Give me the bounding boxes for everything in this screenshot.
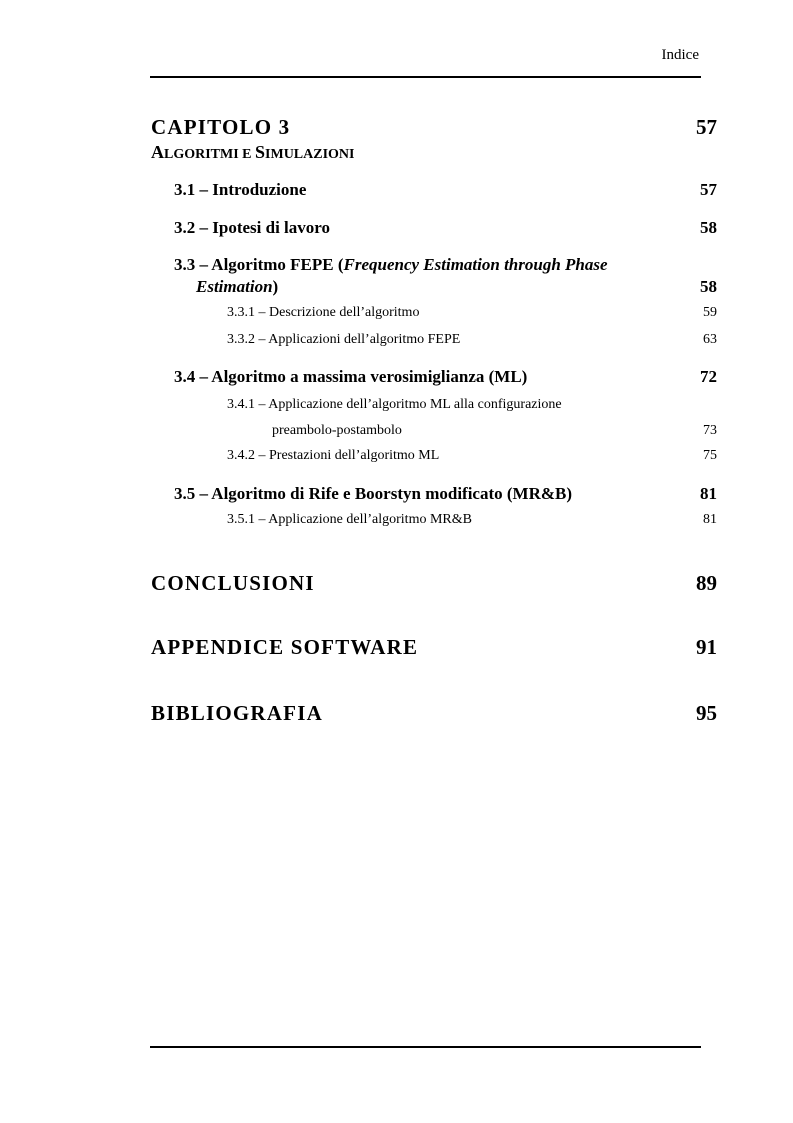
running-header: Indice [661,47,699,63]
toc-page-3-2: 58 [700,218,717,237]
chapter-page-number: 57 [696,115,717,139]
toc-entry-conclusioni: CONCLUSIONI [151,571,315,595]
toc-entry-3-4: 3.4 – Algoritmo a massima verosimiglianza (ML) [174,367,528,386]
subtitle-rest-a: LGORITMI E [164,147,256,162]
subtitle-initial-a: A [151,142,164,162]
toc-entry-3-4-1-line2: preambolo-postambolo [272,423,402,438]
toc-entry-appendice: APPENDICE SOFTWARE [151,635,419,659]
toc-page-3-4-1: 73 [703,423,717,438]
toc-page-3-4-2: 75 [703,448,717,463]
toc-page-3-3-2: 63 [703,332,717,347]
toc-3-3-suffix: ) [272,277,279,296]
toc-entry-3-2: 3.2 – Ipotesi di lavoro [174,218,331,237]
toc-entry-3-1: 3.1 – Introduzione [174,180,307,199]
chapter-title: CAPITOLO 3 [151,115,291,139]
toc-page-3-1: 57 [700,180,717,199]
subtitle-rest-b: IMULAZIONI [265,147,355,162]
toc-entry-bibliografia: BIBLIOGRAFIA [151,701,323,725]
toc-page-conclusioni: 89 [696,571,717,595]
toc-entry-3-5-1: 3.5.1 – Applicazione dell’algoritmo MR&B [227,512,472,527]
header-rule [150,76,701,78]
toc-page-3-3: 58 [700,277,717,296]
toc-entry-3-5: 3.5 – Algoritmo di Rife e Boorstyn modificato (MR&B) [174,484,573,503]
toc-3-3-prefix: 3.3 – Algoritmo FEPE ( [174,255,344,274]
toc-page-3-4: 72 [700,367,717,386]
toc-entry-3-3-1: 3.3.1 – Descrizione dell’algoritmo [227,305,420,320]
subtitle-initial-b: S [255,142,266,162]
toc-entry-3-3-2: 3.3.2 – Applicazioni dell’algoritmo FEPE [227,332,461,347]
toc-entry-3-4-2: 3.4.2 – Prestazioni dell’algoritmo ML [227,448,440,463]
footer-rule [150,1046,701,1048]
toc-page-bibliografia: 95 [696,701,717,725]
chapter-subtitle [151,142,355,163]
toc-3-3-italic-2: Estimation [196,277,273,296]
toc-page-3-5-1: 81 [703,512,717,527]
toc-page-appendice: 91 [696,635,717,659]
toc-entry-3-4-1-line1: 3.4.1 – Applicazione dell’algoritmo ML alla configurazione [227,397,562,412]
toc-3-3-italic-1: Frequency Estimation through Phase [343,255,608,274]
toc-page-3-3-1: 59 [703,305,717,320]
toc-entry-3-3-line2 [196,277,278,297]
toc-page-3-5: 81 [700,484,717,503]
toc-entry-3-3-line1 [174,255,608,275]
